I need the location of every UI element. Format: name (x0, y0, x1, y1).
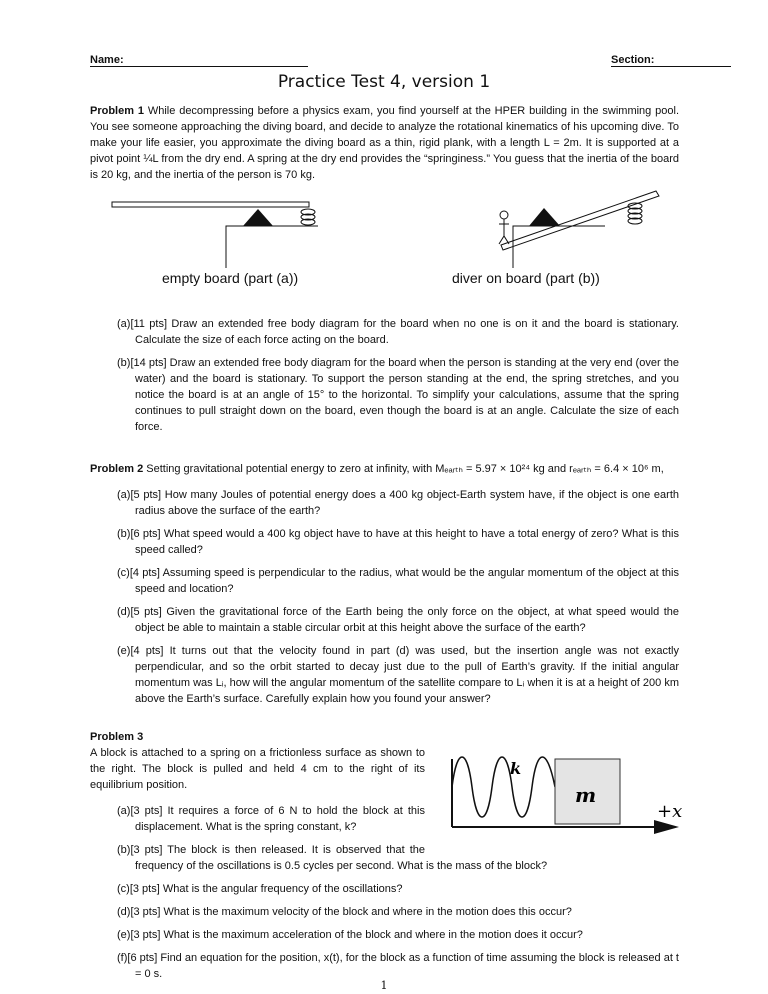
spring-block-drawing (439, 747, 689, 847)
problem-3-part-a: (a)[3 pts] It requires a force of 6 N to hold the block at this displacement. What is the spring constant, k? (117, 805, 425, 833)
page-number: 1 (380, 979, 388, 992)
diver-board-diagram (499, 191, 659, 268)
problem-2-part-c: (c)[4 pts] Assuming speed is perpendicular to the radius, what would be the angular momentum of the object at this speed and location? (117, 567, 679, 595)
label-x: +x (657, 801, 683, 822)
problem-1-text (90, 103, 679, 183)
caption-empty-board: empty board (part (a)) (162, 270, 299, 286)
spring-icon (301, 209, 315, 225)
problem-2-body: Setting gravitational potential energy to zero at infinity, with Mₑₐᵣₜₕ = 5.97 × 10²⁴ kg and rₑₐᵣₜₕ = 6.4 × 10⁶ m, (146, 463, 664, 475)
problem-3-part-c: (c)[3 pts] What is the angular frequency of the oscillations? (117, 883, 403, 895)
caption-diver-board: diver on board (part (b)) (452, 270, 600, 286)
problem-1-body: While decompressing before a physics exam, you find yourself at the HPER building in the swimming pool. You see someone approaching the diving board, and decide to analyze the rotational kinematics of his upcoming dive. To make your life easier, you approximate the diving board as a thin, rigid plank, with a length L = 2m. It is supported at a pivot point ¼L from the dry end. A spring at the dry end provides the “springiness.” You guess that the inertia of the board is 20 kg, and the inertia of the person is 70 kg. (90, 105, 679, 181)
page-body (90, 103, 683, 989)
label-k: k (510, 759, 522, 778)
problem-3-heading: Problem 3 (90, 731, 144, 743)
diving-board-figure (90, 188, 679, 316)
section-field-line[interactable] (611, 66, 731, 67)
name-field-line[interactable] (90, 66, 308, 67)
diving-board-drawing (100, 188, 670, 268)
problem-3-part-d: (d)[3 pts] What is the maximum velocity of the block and where in the motion does this occur? (117, 906, 572, 918)
problem-3-part-f: (f)[6 pts] Find an equation for the position, x(t), for the block as a function of time assuming the block is released at t = 0 s. (117, 952, 679, 980)
arrow-icon (654, 820, 679, 834)
name-label: Name: (90, 54, 124, 66)
page-title: Practice Test 4, version 1 (277, 72, 491, 92)
spring-block-figure (439, 747, 689, 847)
spring-icon (452, 757, 555, 817)
problem-2-part-e: (e)[4 pts] It turns out that the velocity found in part (d) was used, but the insertion angle was not exactly perpendicular, and so the orbit started to decay just due to the pull of Earth’s gravity. If the initial angular momentum was Lᵢ, how will the angular momentum of the satellite compare to Lᵢ when it is at a height of 200 km above the Earth’s surface. Carefully explain how you found your answer? (117, 645, 679, 705)
problem-3-text: A block is attached to a spring on a frictionless surface as shown to the right. The block is pulled and held 4 cm to the right of its equilibrium position. (90, 747, 425, 791)
problem-2-part-b: (b)[6 pts] What speed would a 400 kg object have to have at this height to have a total energy of zero? What is this speed called? (117, 528, 679, 556)
problem-2-text (90, 461, 679, 477)
problem-2-part-d: (d)[5 pts] Given the gravitational force of the Earth being the only force on the object, at what speed would the object be able to maintain a stable circular orbit at this height above the surface of the earth? (117, 606, 679, 634)
problem-3-part-e: (e)[3 pts] What is the maximum acceleration of the block and where in the motion does it occur? (117, 929, 583, 941)
pivot-icon (529, 208, 560, 226)
empty-board-diagram (112, 202, 318, 268)
label-m: m (575, 783, 597, 807)
problem-2-part-a: (a)[5 pts] How many Joules of potential energy does a 400 kg object-Earth system have, if the object is one earth radius above the surface of the earth? (117, 489, 679, 517)
person-icon (499, 211, 509, 244)
problem-1-part-a: (a)[11 pts] Draw an extended free body diagram for the board when no one is on it and the board is stationary. Calculate the size of each force acting on the board. (117, 318, 679, 346)
pivot-icon (243, 209, 273, 226)
problem-3-part-b: (b)[3 pts] The block is then released. It is observed that the frequency of the oscillations is 0.5 cycles per second. What is the mass of the block? (117, 844, 548, 872)
problem-1-part-b: (b)[14 pts] Draw an extended free body diagram for the board when the person is standing at the very end (over the water) and the board is stationary. To support the person standing at the end, the spring stretches, and you notice the board is at an angle of 15° to the horizontal. To simplify your calculations, assume that the spring continues to pull straight down on the board, even though the board is at an angle. Calculate the size of each force. (117, 357, 679, 433)
problem-2-heading: Problem 2 (90, 463, 144, 475)
section-label: Section: (611, 54, 655, 66)
problem-1-heading: Problem 1 (90, 105, 144, 117)
